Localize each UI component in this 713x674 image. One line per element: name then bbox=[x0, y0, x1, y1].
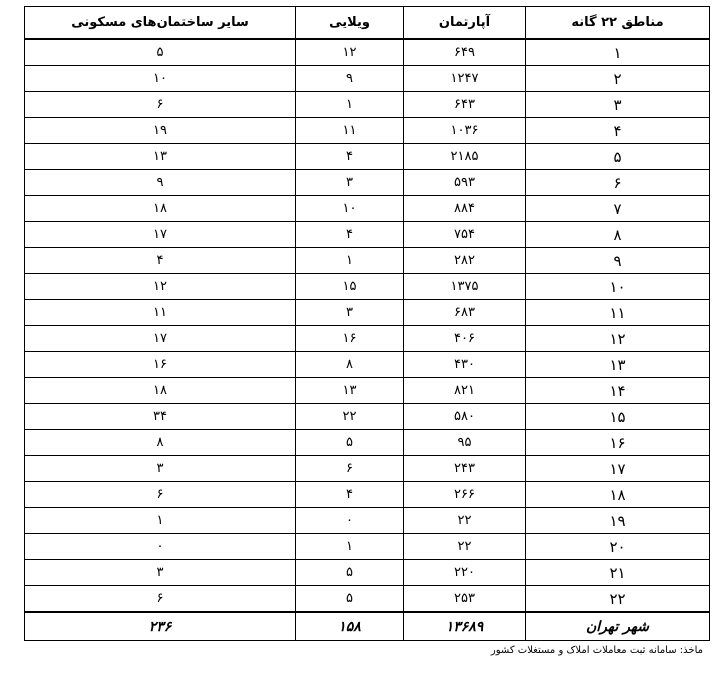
cell-other-residential: ۱۸ bbox=[25, 378, 296, 404]
cell-apartment: ۶۴۹ bbox=[404, 39, 526, 66]
cell-villa: ۱۱ bbox=[296, 118, 404, 144]
cell-villa: ۶ bbox=[296, 456, 404, 482]
cell-apartment: ۵۸۰ bbox=[404, 404, 526, 430]
table-row bbox=[25, 248, 710, 274]
cell-region: ۱۸ bbox=[526, 482, 710, 508]
cell-villa: ۱ bbox=[296, 534, 404, 560]
table-body bbox=[25, 39, 710, 612]
cell-villa: ۳ bbox=[296, 170, 404, 196]
header-other-residential: سایر ساختمان‌های مسکونی bbox=[25, 7, 296, 40]
cell-other-residential: ۳ bbox=[25, 560, 296, 586]
cell-villa: ۱ bbox=[296, 92, 404, 118]
cell-villa: ۴ bbox=[296, 144, 404, 170]
cell-villa: ۵ bbox=[296, 430, 404, 456]
total-other-residential: ۲۳۶ bbox=[25, 612, 296, 641]
cell-region: ۷ bbox=[526, 196, 710, 222]
table-row bbox=[25, 586, 710, 613]
table-total-row bbox=[25, 612, 710, 641]
cell-other-residential: ۱۷ bbox=[25, 326, 296, 352]
district-housing-table-container bbox=[24, 6, 709, 641]
cell-region: ۲۱ bbox=[526, 560, 710, 586]
cell-villa: ۵ bbox=[296, 560, 404, 586]
cell-apartment: ۱۲۴۷ bbox=[404, 66, 526, 92]
cell-region: ۱۹ bbox=[526, 508, 710, 534]
cell-apartment: ۷۵۴ bbox=[404, 222, 526, 248]
cell-other-residential: ۱۰ bbox=[25, 66, 296, 92]
cell-other-residential: ۶ bbox=[25, 586, 296, 613]
total-apartment: ۱۳۶۸۹ bbox=[404, 612, 526, 641]
cell-villa: ۱۰ bbox=[296, 196, 404, 222]
cell-region: ۱۰ bbox=[526, 274, 710, 300]
cell-apartment: ۲۵۳ bbox=[404, 586, 526, 613]
cell-apartment: ۴۳۰ bbox=[404, 352, 526, 378]
table-header-row bbox=[25, 7, 710, 40]
cell-villa: ۲۲ bbox=[296, 404, 404, 430]
cell-villa: ۳ bbox=[296, 300, 404, 326]
cell-villa: ۵ bbox=[296, 586, 404, 613]
cell-other-residential: ۱۸ bbox=[25, 196, 296, 222]
cell-region: ۱۵ bbox=[526, 404, 710, 430]
table-row bbox=[25, 170, 710, 196]
cell-region: ۱۶ bbox=[526, 430, 710, 456]
cell-other-residential: ۱۱ bbox=[25, 300, 296, 326]
cell-villa: ۴ bbox=[296, 482, 404, 508]
cell-region: ۱۱ bbox=[526, 300, 710, 326]
cell-other-residential: ۱۲ bbox=[25, 274, 296, 300]
header-apartment: آپارتمان bbox=[404, 7, 526, 40]
cell-region: ۵ bbox=[526, 144, 710, 170]
cell-region: ۲ bbox=[526, 66, 710, 92]
cell-region: ۲۰ bbox=[526, 534, 710, 560]
cell-apartment: ۲۱۸۵ bbox=[404, 144, 526, 170]
cell-other-residential: ۳۴ bbox=[25, 404, 296, 430]
table-row bbox=[25, 404, 710, 430]
cell-villa: ۱ bbox=[296, 248, 404, 274]
total-villa: ۱۵۸ bbox=[296, 612, 404, 641]
table-row bbox=[25, 92, 710, 118]
cell-villa: ۱۲ bbox=[296, 39, 404, 66]
table-row bbox=[25, 430, 710, 456]
table-row bbox=[25, 560, 710, 586]
district-housing-table bbox=[24, 6, 710, 641]
cell-region: ۸ bbox=[526, 222, 710, 248]
table-row bbox=[25, 196, 710, 222]
cell-apartment: ۱۳۷۵ bbox=[404, 274, 526, 300]
table-row bbox=[25, 508, 710, 534]
cell-apartment: ۸۲۱ bbox=[404, 378, 526, 404]
table-row bbox=[25, 274, 710, 300]
cell-apartment: ۶۴۳ bbox=[404, 92, 526, 118]
cell-other-residential: ۱ bbox=[25, 508, 296, 534]
total-region-label: شهر تهران bbox=[526, 612, 710, 641]
table-row bbox=[25, 144, 710, 170]
table-row bbox=[25, 222, 710, 248]
cell-villa: ۱۵ bbox=[296, 274, 404, 300]
table-row bbox=[25, 118, 710, 144]
cell-other-residential: ۳ bbox=[25, 456, 296, 482]
cell-apartment: ۲۲ bbox=[404, 534, 526, 560]
cell-villa: ۴ bbox=[296, 222, 404, 248]
cell-apartment: ۸۸۴ bbox=[404, 196, 526, 222]
cell-apartment: ۹۵ bbox=[404, 430, 526, 456]
cell-other-residential: ۶ bbox=[25, 92, 296, 118]
table-row bbox=[25, 66, 710, 92]
cell-villa: ۸ bbox=[296, 352, 404, 378]
cell-region: ۱۷ bbox=[526, 456, 710, 482]
cell-region: ۹ bbox=[526, 248, 710, 274]
cell-other-residential: ۰ bbox=[25, 534, 296, 560]
cell-other-residential: ۱۹ bbox=[25, 118, 296, 144]
cell-other-residential: ۱۶ bbox=[25, 352, 296, 378]
cell-apartment: ۵۹۳ bbox=[404, 170, 526, 196]
cell-other-residential: ۱۳ bbox=[25, 144, 296, 170]
table-row bbox=[25, 352, 710, 378]
cell-other-residential: ۵ bbox=[25, 39, 296, 66]
cell-region: ۲۲ bbox=[526, 586, 710, 613]
table-row bbox=[25, 39, 710, 66]
header-villa: ویلایی bbox=[296, 7, 404, 40]
table-row bbox=[25, 534, 710, 560]
source-note: ماخذ: سامانه ثبت معاملات املاک و مستغلات کشور bbox=[490, 645, 703, 656]
table-row bbox=[25, 456, 710, 482]
cell-apartment: ۲۴۳ bbox=[404, 456, 526, 482]
cell-apartment: ۶۸۳ bbox=[404, 300, 526, 326]
table-row bbox=[25, 482, 710, 508]
cell-other-residential: ۸ bbox=[25, 430, 296, 456]
cell-region: ۴ bbox=[526, 118, 710, 144]
cell-villa: ۱۶ bbox=[296, 326, 404, 352]
cell-other-residential: ۴ bbox=[25, 248, 296, 274]
cell-other-residential: ۶ bbox=[25, 482, 296, 508]
cell-region: ۱۳ bbox=[526, 352, 710, 378]
cell-villa: ۰ bbox=[296, 508, 404, 534]
cell-region: ۱۴ bbox=[526, 378, 710, 404]
cell-region: ۳ bbox=[526, 92, 710, 118]
cell-region: ۱۲ bbox=[526, 326, 710, 352]
cell-other-residential: ۹ bbox=[25, 170, 296, 196]
cell-apartment: ۲۲۰ bbox=[404, 560, 526, 586]
table-row bbox=[25, 378, 710, 404]
cell-apartment: ۴۰۶ bbox=[404, 326, 526, 352]
cell-other-residential: ۱۷ bbox=[25, 222, 296, 248]
header-region: مناطق ۲۲ گانه bbox=[526, 7, 710, 40]
cell-apartment: ۲۸۲ bbox=[404, 248, 526, 274]
cell-apartment: ۲۶۶ bbox=[404, 482, 526, 508]
cell-region: ۱ bbox=[526, 39, 710, 66]
cell-apartment: ۱۰۳۶ bbox=[404, 118, 526, 144]
cell-villa: ۱۳ bbox=[296, 378, 404, 404]
cell-region: ۶ bbox=[526, 170, 710, 196]
cell-villa: ۹ bbox=[296, 66, 404, 92]
table-row bbox=[25, 300, 710, 326]
table-row bbox=[25, 326, 710, 352]
cell-apartment: ۲۲ bbox=[404, 508, 526, 534]
